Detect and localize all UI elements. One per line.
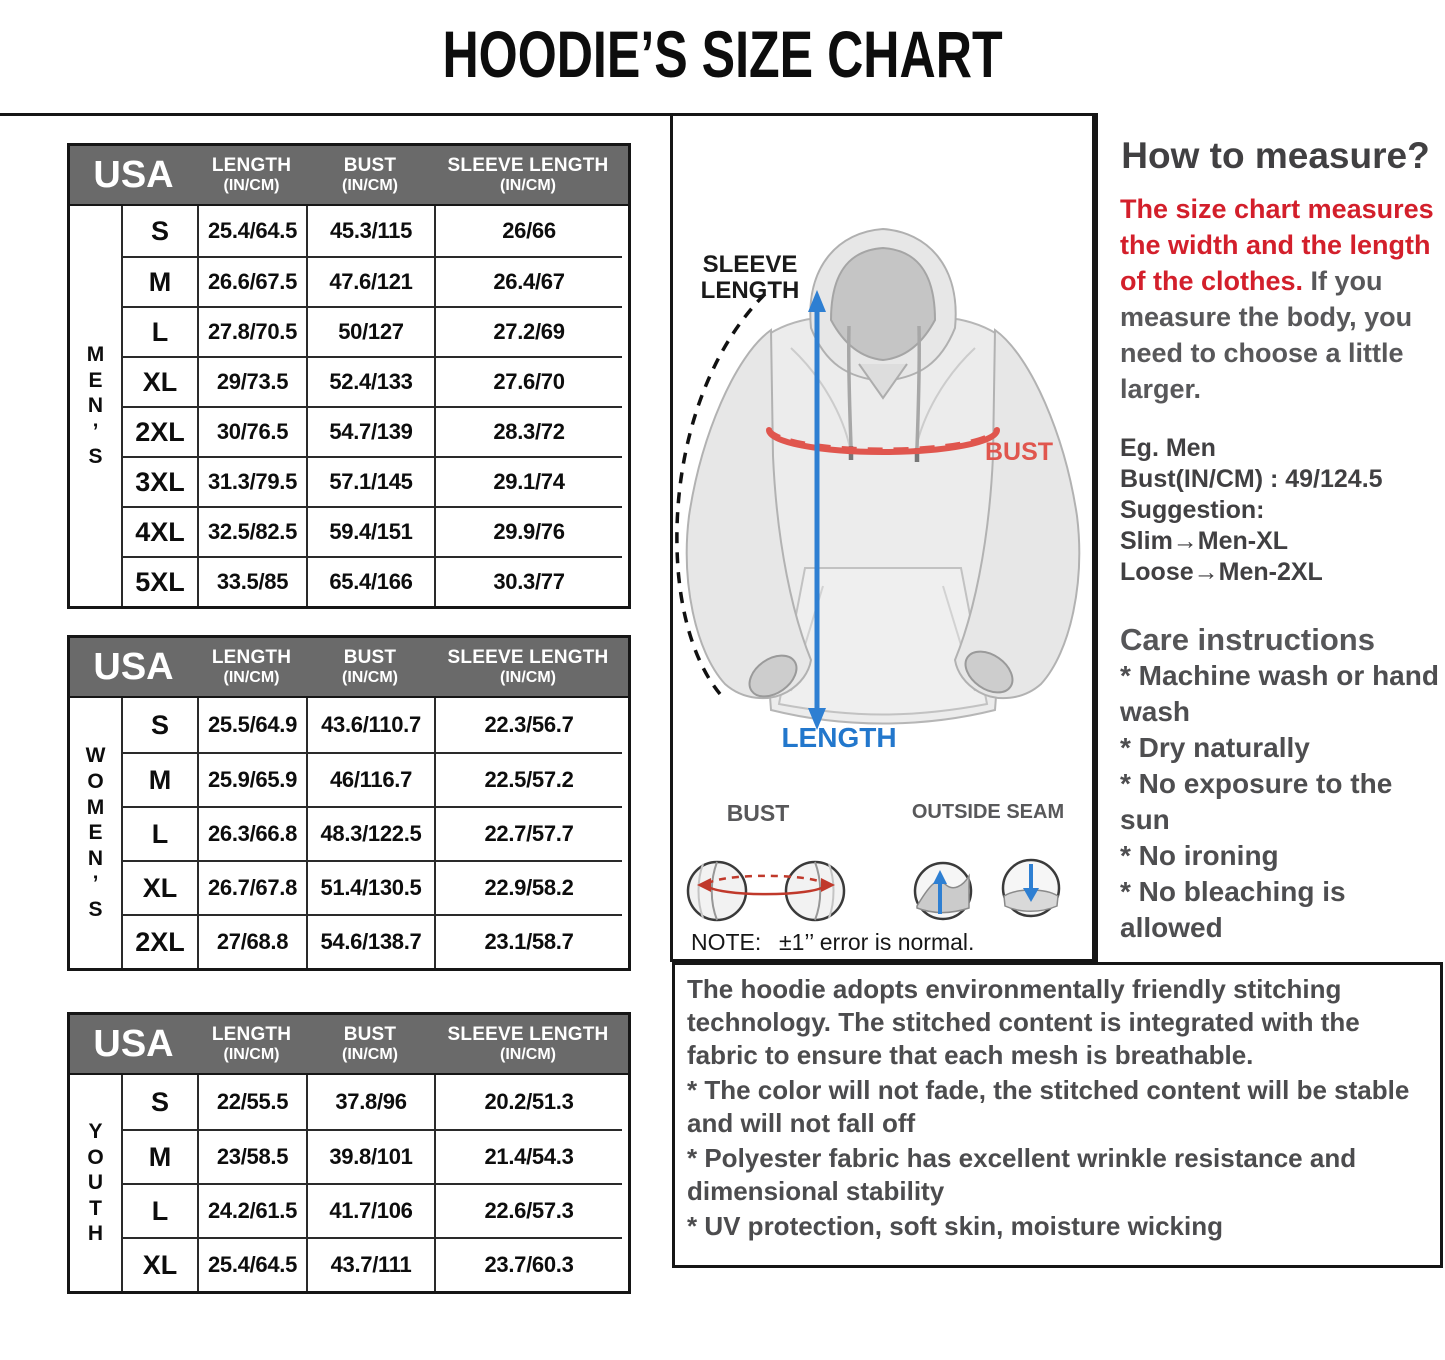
note-label: NOTE: bbox=[691, 929, 762, 955]
womens-size-table bbox=[67, 635, 631, 971]
youth-group-label: Y O U T H bbox=[87, 1119, 104, 1246]
hoodie-measurement-diagram bbox=[673, 116, 1092, 959]
value-cell: 20.2/51.3 bbox=[434, 1075, 622, 1129]
value-cell: 54.6/138.7 bbox=[306, 914, 434, 968]
value-cell: 51.4/130.5 bbox=[306, 860, 434, 914]
value-cell: 21.4/54.3 bbox=[434, 1129, 622, 1183]
value-cell: 26.3/66.8 bbox=[197, 806, 306, 860]
value-cell: 27.8/70.5 bbox=[197, 306, 306, 356]
length-label: LENGTH bbox=[781, 722, 897, 753]
size-cell: M bbox=[121, 752, 197, 806]
measure-intro-red: The size chart measures the width and the length of the clothes. bbox=[1120, 194, 1434, 296]
value-cell: 46/116.7 bbox=[306, 752, 434, 806]
note-text: ±1’’ error is normal. bbox=[779, 929, 975, 955]
value-cell: 27/68.8 bbox=[197, 914, 306, 968]
value-cell: 41.7/106 bbox=[306, 1183, 434, 1237]
value-cell: 52.4/133 bbox=[306, 356, 434, 406]
value-cell: 65.4/166 bbox=[306, 556, 434, 606]
example-line: Suggestion: bbox=[1120, 496, 1265, 524]
feature-line: * Polyester fabric has excellent wrinkle resistance and dimensional stability bbox=[687, 1143, 1357, 1206]
womens-table-body bbox=[70, 698, 628, 968]
value-cell: 33.5/85 bbox=[197, 556, 306, 606]
value-cell: 45.3/115 bbox=[306, 206, 434, 256]
size-cell: S bbox=[121, 206, 197, 256]
sleeve-length-label: LENGTH bbox=[700, 277, 800, 304]
measure-intro-gray: If you measure the body, you need to choose a little larger. bbox=[1120, 266, 1413, 404]
value-cell: 25.5/64.9 bbox=[197, 698, 306, 752]
example-line: Slim→Men-XL bbox=[1120, 527, 1289, 555]
bust-icon-label: BUST bbox=[726, 800, 790, 826]
value-cell: 32.5/82.5 bbox=[197, 506, 306, 556]
feature-line: * UV protection, soft skin, moisture wicking bbox=[687, 1211, 1223, 1241]
care-item: * Machine wash or hand wash bbox=[1120, 660, 1439, 727]
care-item: * Dry naturally bbox=[1120, 732, 1310, 763]
sleeve-length-header: SLEEVE LENGTH (IN/CM) bbox=[447, 154, 609, 194]
measurement-diagram-panel bbox=[670, 113, 1095, 962]
measure-heading: How to measure? bbox=[1121, 135, 1430, 176]
size-cell: L bbox=[121, 306, 197, 356]
example-line: Loose→Men-2XL bbox=[1120, 558, 1323, 586]
mens-group-label: M E N ’ S bbox=[86, 342, 105, 469]
value-cell: 25.9/65.9 bbox=[197, 752, 306, 806]
size-cell: S bbox=[121, 698, 197, 752]
womens-group-label: W O M E N ’ S bbox=[85, 744, 106, 922]
size-cell: XL bbox=[121, 860, 197, 914]
value-cell: 47.6/121 bbox=[306, 256, 434, 306]
bust-header: BUST (IN/CM) bbox=[342, 154, 398, 194]
value-cell: 26.6/67.5 bbox=[197, 256, 306, 306]
value-cell: 22/55.5 bbox=[197, 1075, 306, 1129]
size-cell: 2XL bbox=[121, 406, 197, 456]
value-cell: 39.8/101 bbox=[306, 1129, 434, 1183]
care-instructions-list bbox=[1120, 658, 1439, 946]
sleeve-length-header: SLEEVE LENGTH (IN/CM) bbox=[447, 1023, 609, 1063]
value-cell: 22.3/56.7 bbox=[434, 698, 622, 752]
how-to-measure-panel bbox=[1095, 113, 1445, 962]
hoodie-pocket bbox=[779, 568, 987, 715]
size-cell: M bbox=[121, 256, 197, 306]
value-cell: 37.8/96 bbox=[306, 1075, 434, 1129]
length-header: LENGTH (IN/CM) bbox=[211, 646, 292, 686]
value-cell: 28.3/72 bbox=[434, 406, 622, 456]
value-cell: 25.4/64.5 bbox=[197, 206, 306, 256]
size-cell: S bbox=[121, 1075, 197, 1129]
value-cell: 59.4/151 bbox=[306, 506, 434, 556]
value-cell: 22.6/57.3 bbox=[434, 1183, 622, 1237]
value-cell: 48.3/122.5 bbox=[306, 806, 434, 860]
value-cell: 26.7/67.8 bbox=[197, 860, 306, 914]
value-cell: 50/127 bbox=[306, 306, 434, 356]
size-cell: XL bbox=[121, 356, 197, 406]
size-cell: 5XL bbox=[121, 556, 197, 606]
value-cell: 23.1/58.7 bbox=[434, 914, 622, 968]
value-cell: 25.4/64.5 bbox=[197, 1237, 306, 1291]
value-cell: 26.4/67 bbox=[434, 256, 622, 306]
size-cell: L bbox=[121, 806, 197, 860]
value-cell: 30.3/77 bbox=[434, 556, 622, 606]
size-cell: 4XL bbox=[121, 506, 197, 556]
care-instructions-heading: Care instructions bbox=[1120, 622, 1375, 657]
length-header: LENGTH (IN/CM) bbox=[211, 1023, 292, 1063]
value-cell: 24.2/61.5 bbox=[197, 1183, 306, 1237]
value-cell: 22.5/57.2 bbox=[434, 752, 622, 806]
value-cell: 31.3/79.5 bbox=[197, 456, 306, 506]
value-cell: 27.2/69 bbox=[434, 306, 622, 356]
sleeve-length-header: SLEEVE LENGTH (IN/CM) bbox=[447, 646, 609, 686]
page-title-text: HOODIE’S SIZE CHART bbox=[442, 17, 1003, 91]
value-cell: 57.1/145 bbox=[306, 456, 434, 506]
value-cell: 29/73.5 bbox=[197, 356, 306, 406]
outside-seam-label: OUTSIDE SEAM bbox=[911, 801, 1065, 823]
size-cell: L bbox=[121, 1183, 197, 1237]
outside-seam-icon bbox=[915, 860, 1059, 919]
bust-header: BUST (IN/CM) bbox=[342, 646, 398, 686]
value-cell: 43.7/111 bbox=[306, 1237, 434, 1291]
value-cell: 26/66 bbox=[434, 206, 622, 256]
measure-example bbox=[1120, 433, 1431, 588]
length-header: LENGTH (IN/CM) bbox=[211, 154, 292, 194]
youth-table-header bbox=[70, 1015, 628, 1075]
value-cell: 29.9/76 bbox=[434, 506, 622, 556]
feature-line: The hoodie adopts environmentally friendly stitching technology. The stitched content is integrated with the fabric to ensure that each mesh is breathable. bbox=[687, 974, 1360, 1070]
bust-measure-icon bbox=[688, 862, 844, 920]
care-item: * No exposure to the sun bbox=[1120, 768, 1393, 835]
mens-size-table bbox=[67, 143, 631, 609]
feature-line: * The color will not fade, the stitched content will be stable and will not fall off bbox=[687, 1075, 1410, 1138]
value-cell: 23.7/60.3 bbox=[434, 1237, 622, 1291]
size-cell: XL bbox=[121, 1237, 197, 1291]
sleeve-length-label: SLEEVE bbox=[702, 251, 798, 278]
value-cell: 29.1/74 bbox=[434, 456, 622, 506]
bust-header: BUST (IN/CM) bbox=[342, 1023, 398, 1063]
womens-table-header bbox=[70, 638, 628, 698]
fabric-features-panel bbox=[672, 962, 1443, 1268]
value-cell: 54.7/139 bbox=[306, 406, 434, 456]
measure-intro bbox=[1120, 191, 1438, 407]
region-header: USA bbox=[93, 645, 174, 688]
size-cell: 2XL bbox=[121, 914, 197, 968]
value-cell: 23/58.5 bbox=[197, 1129, 306, 1183]
youth-size-table bbox=[67, 1012, 631, 1294]
example-line: Eg. Men bbox=[1120, 434, 1216, 462]
page-title bbox=[0, 16, 1445, 92]
size-cell: 3XL bbox=[121, 456, 197, 506]
value-cell: 22.7/57.7 bbox=[434, 806, 622, 860]
region-header: USA bbox=[93, 153, 174, 196]
region-header: USA bbox=[93, 1022, 174, 1065]
care-item: * No bleaching is allowed bbox=[1120, 876, 1346, 943]
size-cell: M bbox=[121, 1129, 197, 1183]
youth-table-body bbox=[70, 1075, 628, 1291]
value-cell: 22.9/58.2 bbox=[434, 860, 622, 914]
mens-table-header bbox=[70, 146, 628, 206]
value-cell: 30/76.5 bbox=[197, 406, 306, 456]
mens-table-body bbox=[70, 206, 628, 606]
bust-label-red: BUST bbox=[985, 438, 1054, 466]
value-cell: 27.6/70 bbox=[434, 356, 622, 406]
value-cell: 43.6/110.7 bbox=[306, 698, 434, 752]
example-line: Bust(IN/CM) : 49/124.5 bbox=[1120, 465, 1383, 493]
care-item: * No ironing bbox=[1120, 840, 1279, 871]
